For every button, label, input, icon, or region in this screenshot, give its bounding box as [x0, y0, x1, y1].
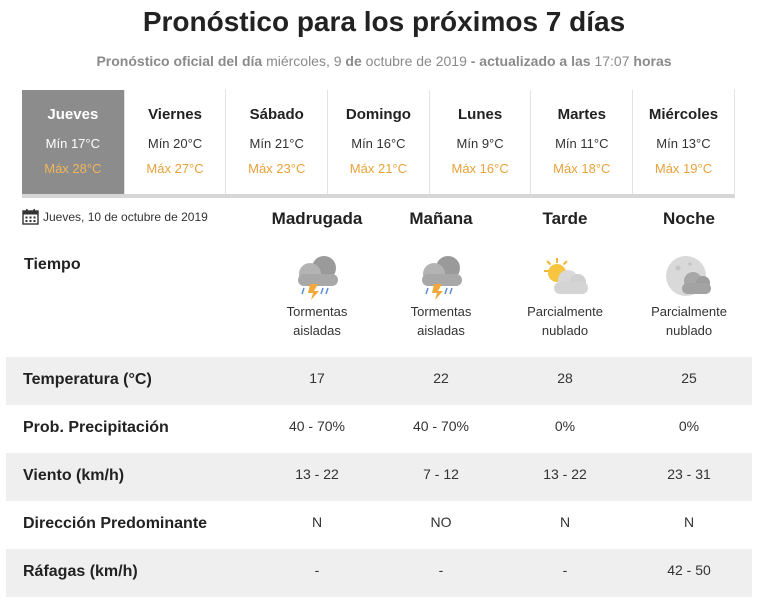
day-max-temp: Máx 28°C [44, 161, 102, 176]
weather-cell [505, 254, 625, 340]
period-header: Mañana [409, 209, 473, 228]
weather-description: Parcialmente nublado [527, 304, 603, 338]
day-min-temp: Mín 11°C [555, 136, 609, 151]
day-max-temp: Máx 27°C [146, 161, 204, 176]
day-tab-domingo[interactable] [327, 90, 429, 194]
subtitle-part: miércoles, 9 [266, 53, 342, 69]
row-label: Dirección Predominante [23, 515, 208, 532]
table-cell: 28 [557, 370, 573, 386]
subtitle-part: - actualizado a las [470, 53, 591, 69]
row-label: Prob. Precipitación [23, 419, 169, 436]
table-cell: N [559, 514, 571, 530]
subtitle-part: Pronóstico oficial del día [96, 53, 263, 69]
day-max-temp: Máx 19°C [654, 161, 713, 176]
subtitle-part: 17:07 [594, 53, 630, 69]
day-max-temp: Máx 21°C [349, 161, 408, 176]
day-tab-martes[interactable] [530, 90, 632, 194]
day-min-temp: Mín 9°C [456, 136, 504, 151]
day-name: Viernes [148, 106, 202, 123]
table-row-viento [6, 453, 752, 501]
day-min-temp: Mín 16°C [351, 136, 406, 151]
day-min-temp: Mín 20°C [147, 136, 203, 151]
day-tab-lunes[interactable] [429, 90, 531, 194]
day-name: Domingo [345, 106, 411, 123]
day-min-temp: Mín 17°C [45, 136, 101, 151]
table-cell: 0% [678, 418, 700, 434]
sun-cloud-icon [538, 254, 592, 300]
day-tabs [22, 90, 735, 198]
table-cell: 13 - 22 [295, 466, 339, 482]
subtitle-part: de [345, 53, 362, 69]
selected-date-text: Jueves, 10 de octubre de 2019 [43, 209, 208, 224]
weather-cell [257, 254, 377, 340]
day-tab-sabado[interactable] [225, 90, 327, 194]
storm-cloud-icon [414, 254, 468, 300]
table-row-direccion [6, 501, 752, 549]
table-cell: - [438, 562, 444, 578]
table-cell: 42 - 50 [667, 562, 711, 578]
weather-cell [629, 254, 749, 340]
forecast-subtitle [0, 53, 768, 69]
calendar-icon [22, 208, 39, 225]
table-cell: 25 [681, 370, 697, 386]
period-header: Noche [663, 209, 715, 228]
moon-cloud-icon [662, 254, 716, 300]
table-cell: N [683, 514, 695, 530]
subtitle-part: octubre de 2019 [365, 53, 467, 69]
table-cell: 23 - 31 [667, 466, 711, 482]
weather-cell [381, 254, 501, 340]
period-header: Madrugada [271, 209, 363, 228]
row-label: Ráfagas (km/h) [23, 563, 138, 580]
table-cell: 0% [554, 418, 576, 434]
day-max-temp: Máx 16°C [451, 161, 509, 176]
weather-description: Tormentas aisladas [410, 304, 472, 338]
day-name: Martes [557, 106, 606, 123]
row-label: Viento (km/h) [23, 467, 125, 484]
table-cell: 40 - 70% [288, 418, 346, 434]
day-tab-miercoles[interactable] [632, 90, 734, 194]
table-cell: 13 - 22 [543, 466, 587, 482]
table-cell: 22 [433, 370, 449, 386]
table-row-precipitacion [6, 405, 752, 453]
day-tab-viernes[interactable] [124, 90, 226, 194]
table-cell: - [562, 562, 568, 578]
selected-date [22, 208, 208, 225]
table-cell: N [311, 514, 323, 530]
table-cell: NO [430, 514, 452, 530]
table-row-temperatura [6, 357, 752, 405]
day-min-temp: Mín 13°C [656, 136, 711, 151]
period-header: Tarde [542, 209, 588, 228]
page-title: Pronóstico para los próximos 7 días [142, 6, 626, 37]
table-cell: - [314, 562, 320, 578]
day-name: Miércoles [648, 106, 719, 123]
table-cell: 7 - 12 [423, 466, 459, 482]
day-max-temp: Máx 23°C [248, 161, 306, 176]
day-max-temp: Máx 18°C [553, 161, 611, 176]
weather-row-label: Tiempo [24, 256, 81, 273]
table-cell: 17 [309, 370, 325, 386]
table-row-rafagas [6, 549, 752, 597]
row-label: Temperatura (°C) [23, 371, 152, 388]
day-min-temp: Mín 21°C [249, 136, 304, 151]
weather-description: Parcialmente nublado [651, 304, 727, 338]
day-tab-jueves[interactable] [22, 90, 124, 194]
subtitle-part: horas [633, 53, 672, 69]
storm-cloud-icon [290, 254, 344, 300]
day-name: Jueves [47, 106, 99, 123]
table-cell: 40 - 70% [412, 418, 470, 434]
weather-description: Tormentas aisladas [286, 304, 348, 338]
day-name: Lunes [458, 106, 503, 123]
day-name: Sábado [249, 106, 304, 123]
